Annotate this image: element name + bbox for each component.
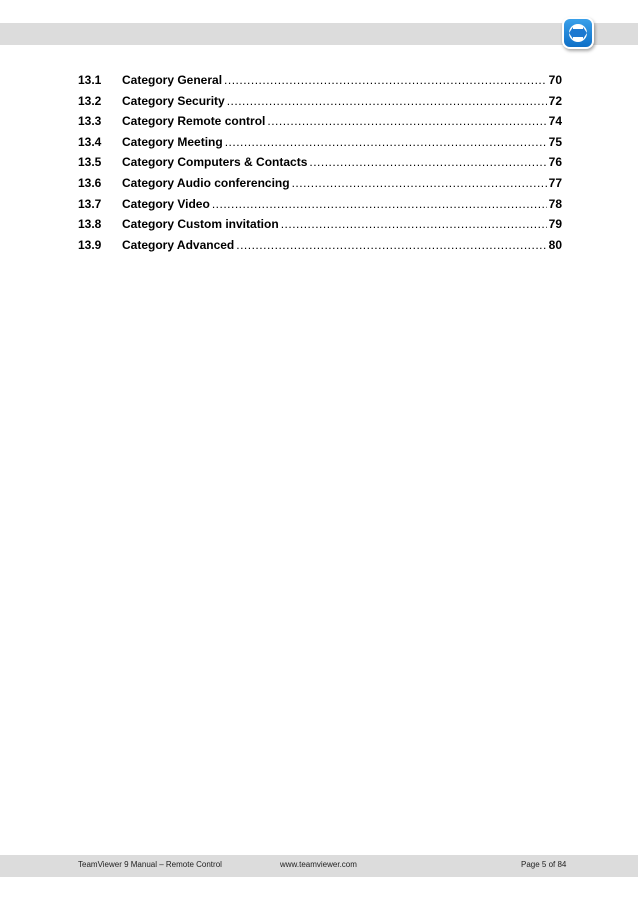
table-of-contents xyxy=(78,73,562,258)
toc-entry-number: 13.4 xyxy=(78,134,102,149)
toc-entry-title: Category Remote control xyxy=(122,114,266,129)
toc-entry-number: 13.1 xyxy=(78,73,102,87)
toc-entry-title: Category Video xyxy=(122,196,210,211)
toc-entry-number: 13.8 xyxy=(78,217,102,232)
toc-entry[interactable] xyxy=(78,73,562,94)
toc-entry[interactable] xyxy=(78,114,562,135)
toc-dot-leader xyxy=(212,197,547,211)
toc-entry-title: Category Advanced xyxy=(122,237,235,252)
toc-entry-page: 70 xyxy=(548,73,562,87)
toc-entry[interactable] xyxy=(78,155,562,176)
toc-entry[interactable] xyxy=(78,238,562,259)
toc-entry-page: 75 xyxy=(548,134,562,149)
toc-entry-number: 13.7 xyxy=(78,196,102,211)
header-band xyxy=(0,23,638,45)
toc-entry[interactable] xyxy=(78,135,562,156)
toc-dot-leader xyxy=(225,135,547,149)
toc-entry-number: 13.9 xyxy=(78,237,102,252)
toc-entry-page: 77 xyxy=(548,175,562,190)
toc-entry-page: 74 xyxy=(548,114,562,129)
toc-entry[interactable] xyxy=(78,197,562,218)
footer-website-link[interactable]: www.teamviewer.com xyxy=(280,860,357,869)
toc-entry-page: 80 xyxy=(548,237,562,252)
toc-entry[interactable] xyxy=(78,217,562,238)
toc-entry-number: 13.5 xyxy=(78,155,102,170)
toc-entry-page: 76 xyxy=(548,155,562,170)
toc-entry-page: 79 xyxy=(548,217,562,232)
toc-entry-title: Category Custom invitation xyxy=(122,217,279,232)
toc-entry-title: Category General xyxy=(122,73,223,87)
toc-entry[interactable] xyxy=(78,94,562,115)
footer-doc-title: TeamViewer 9 Manual – Remote Control xyxy=(78,860,222,869)
footer-page-number: Page 5 of 84 xyxy=(521,860,567,869)
toc-dot-leader xyxy=(236,238,546,252)
toc-entry-title: Category Computers & Contacts xyxy=(122,155,308,170)
toc-dot-leader xyxy=(309,155,546,169)
toc-dot-leader xyxy=(267,114,546,128)
toc-entry-title: Category Meeting xyxy=(122,134,223,149)
toc-entry-title: Category Audio conferencing xyxy=(122,175,290,190)
toc-entry-number: 13.6 xyxy=(78,175,102,190)
toc-dot-leader xyxy=(281,217,547,231)
toc-entry-page: 72 xyxy=(548,93,562,108)
toc-entry-number: 13.3 xyxy=(78,114,102,129)
logo-arrow xyxy=(572,29,584,37)
teamviewer-logo-icon xyxy=(564,19,592,47)
toc-dot-leader xyxy=(292,176,547,190)
toc-entry-title: Category Security xyxy=(122,93,225,108)
logo-ring xyxy=(569,24,587,42)
toc-dot-leader xyxy=(227,94,547,108)
toc-entry-page: 78 xyxy=(548,196,562,211)
toc-entry[interactable] xyxy=(78,176,562,197)
toc-dot-leader xyxy=(224,73,547,87)
toc-entry-number: 13.2 xyxy=(78,93,102,108)
